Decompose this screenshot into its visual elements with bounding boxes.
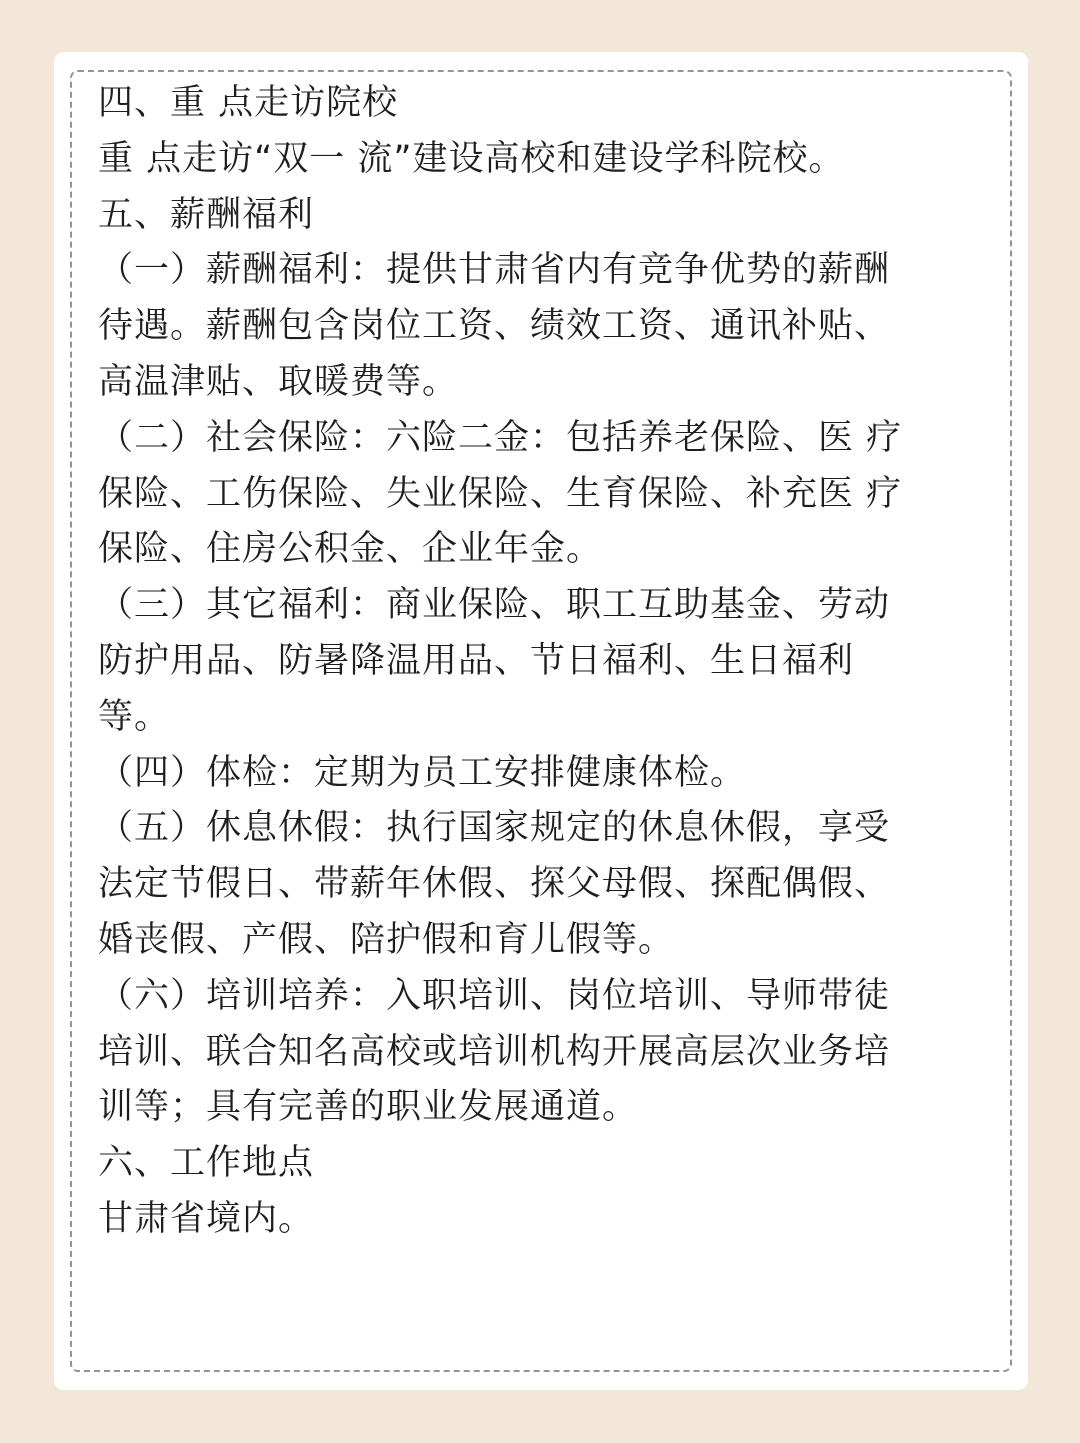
paragraph-line: 训等；具有完善的职业发展通道。 <box>98 1087 639 1128</box>
paragraph-line: （四）体检：定期为员工安排健康体检。 <box>98 752 747 793</box>
paragraph-line: 高温津贴、取暖费等。 <box>98 361 459 402</box>
document-body <box>98 76 978 1248</box>
paragraph-line: 等。 <box>98 696 171 737</box>
paragraph-line: （五）休息休假：执行国家规定的休息休假，享受 <box>98 808 891 849</box>
paragraph-line: 婚丧假、产假、陪护假和育儿假等。 <box>98 919 675 960</box>
paragraph-line: 保险、工伤保险、失业保险、生育保险、补充医 疗 <box>98 473 903 514</box>
paragraph-line: 甘肃省境内。 <box>98 1198 315 1239</box>
paragraph-line: 重 点走访“双一 流”建设高校和建设学科院校。 <box>98 138 845 179</box>
section-heading-5: 五、薪酬福利 <box>98 194 315 235</box>
paragraph-line: 保险、住房公积金、企业年金。 <box>98 529 603 570</box>
section-heading-4: 四、重 点走访院校 <box>98 83 399 123</box>
paragraph-line: 培训、联合知名高校或培训机构开展高层次业务培 <box>98 1031 891 1072</box>
paragraph-line: （一）薪酬福利：提供甘肃省内有竞争优势的薪酬 <box>98 250 891 291</box>
paragraph-line: （六）培训培养：入职培训、岗位培训、导师带徒 <box>98 975 891 1016</box>
paragraph-line: 防护用品、防暑降温用品、节日福利、生日福利 <box>98 640 855 681</box>
paragraph-line: 法定节假日、带薪年休假、探父母假、探配偶假、 <box>98 864 891 905</box>
paragraph-line: （三）其它福利：商业保险、职工互助基金、劳动 <box>98 585 891 626</box>
paragraph-line: 待遇。薪酬包含岗位工资、绩效工资、通讯补贴、 <box>98 306 891 347</box>
content-card <box>54 52 1028 1390</box>
section-heading-6: 六、工作地点 <box>98 1143 315 1184</box>
paragraph-line: （二）社会保险：六险二金：包括养老保险、医 疗 <box>98 417 903 458</box>
